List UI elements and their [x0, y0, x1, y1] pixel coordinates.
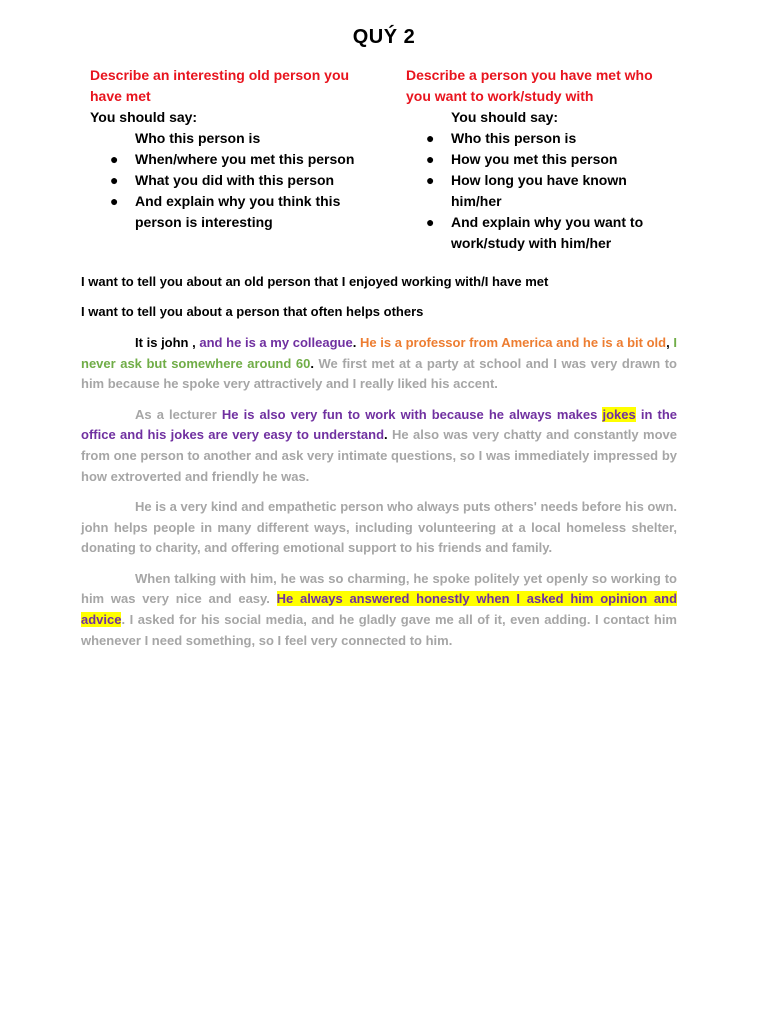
list-item: ● Who this person is	[406, 128, 676, 149]
paragraph-1: It is john , and he is a my colleague. He is a professor from America and he is a bit old, I never ask but somewhere around 60. We first met at a party at school and I was very drawn to him because he spoke very attractively and I really liked his accent.	[81, 335, 677, 392]
right-should-say: You should say:	[451, 109, 559, 125]
bullet-icon: ●	[426, 130, 435, 146]
highlighted-text: jokes	[602, 406, 636, 422]
intro-line-2: I want to tell you about a person that often helps others	[81, 304, 424, 319]
left-should-say: You should say:	[90, 109, 198, 125]
highlighted-text: He always answered honestly when I asked him opinion and advice	[81, 591, 678, 627]
right-bullet-list	[406, 128, 676, 254]
list-item: ● How long you have known him/her	[426, 172, 627, 209]
intro-line-1: I want to tell you about an old person that I enjoyed working with/I have met	[81, 274, 549, 289]
left-prompt-heading: Describe an interesting old person you have met	[90, 67, 350, 104]
paragraph-2: As a lecturer He is also very fun to work with because he always makes jokes in the office and his jokes are very easy to understand. He also was very chatty and constantly move from one person to another and ask very intimate questions, so I was immediately impressed by how extroverted and friendly he was.	[81, 406, 677, 484]
list-item: ● What you did with this person	[90, 170, 370, 191]
bullet-icon: ●	[426, 151, 435, 167]
paragraph-4: When talking with him, he was so charming, he spoke politely yet openly so working to him was very nice and easy. He always answered honestly when I asked him opinion and advice. I asked for his social media, and he gladly gave me all of it, even adding. I contact him whenever I need something, so I feel very connected to him.	[81, 570, 678, 648]
list-item: ● And explain why you think this person is interesting	[110, 193, 341, 230]
left-prompt-card	[90, 65, 370, 233]
list-item: ● When/where you met this person	[90, 149, 370, 170]
page-title: QUÝ 2	[352, 26, 416, 48]
right-prompt-heading: Describe a person you have met who you want to work/study with	[406, 67, 653, 104]
list-item: ● How you met this person	[406, 149, 676, 170]
left-first-item: Who this person is	[135, 130, 261, 146]
list-item: ● And explain why you want to work/study with him/her	[426, 214, 644, 251]
paragraph-3: He is a very kind and empathetic person who always puts others' needs before his own. john helps people in many different ways, including volunteering at a local homeless shelter, donating to charity, and offering emotional support to his friends and family.	[81, 498, 678, 556]
bullet-icon: ●	[110, 172, 119, 188]
bullet-icon: ●	[110, 151, 119, 167]
bullet-icon: ●	[110, 193, 119, 209]
bullet-icon: ●	[426, 214, 435, 230]
essay-body	[81, 333, 677, 661]
bullet-icon: ●	[426, 172, 435, 188]
right-prompt-card	[406, 65, 676, 254]
left-bullet-list	[90, 149, 370, 233]
